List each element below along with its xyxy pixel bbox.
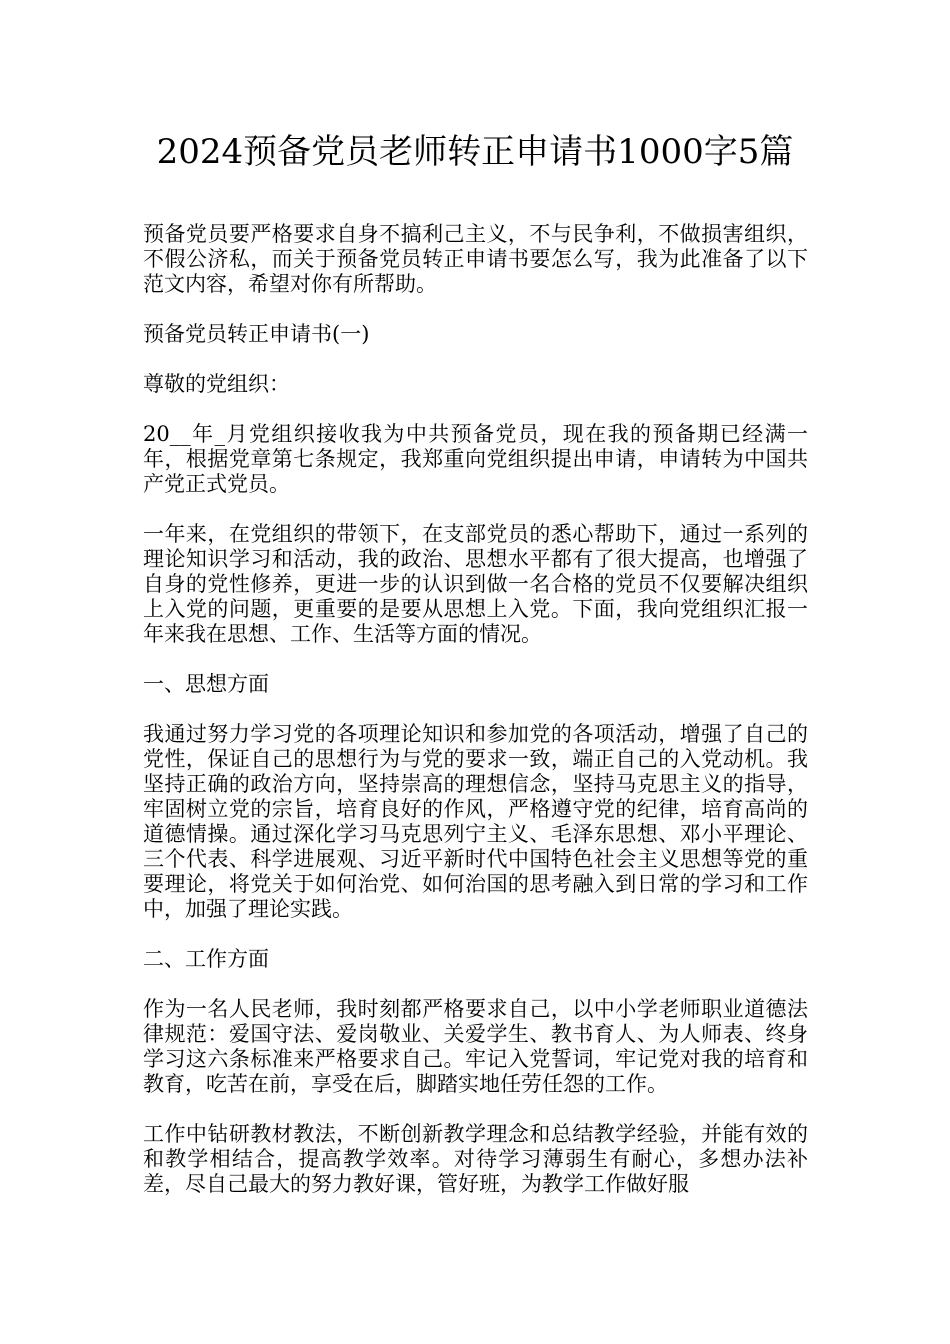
document-body	[143, 222, 808, 1222]
section-heading-thought: 一、思想方面	[143, 672, 269, 696]
body-paragraph: 作为一名人民老师，我时刻都严格要求自己，以中小学老师职业道德法律规范：爱国守法、爱岗敬业、关爱学生、教书育人、为人师表、终身学习这六条标准来严格要求自己。牢记入党誓词，牢记党对我的培育和教育，吃苦在前，享受在后，脚踏实地任劳任怨的工作。	[143, 997, 808, 1096]
body-paragraph: 我通过努力学习党的各项理论知识和参加党的各项活动，增强了自己的党性，保证自己的思想行为与党的要求一致，端正自己的入党动机。我坚持正确的政治方向，坚持崇高的理想信念，坚持马克思主义的指导，牢固树立党的宗旨，培育良好的作风，严格遵守党的纪律，培育高尚的道德情操。通过深化学习马克思列宁主义、毛泽东思想、邓小平理论、三个代表、科学进展观、习近平新时代中国特色社会主义思想等党的重要理论，将党关于如何治党、如何治国的思考融入到日常的学习和工作中，加强了理论实践。	[143, 722, 808, 921]
body-paragraph: 一年来，在党组织的带领下，在支部党员的悉心帮助下，通过一系列的理论知识学习和活动，我的政治、思想水平都有了很大提高，也增强了自身的党性修养，更进一步的认识到做一名合格的党员不仅要解决组织上入党的问题，更重要的是要从思想上入党。下面，我向党组织汇报一年来我在思想、工作、生活等方面的情况。	[143, 522, 808, 646]
section-heading-work: 二、工作方面	[143, 947, 269, 971]
body-paragraph: 工作中钻研教材教法，不断创新教学理念和总结教学经验，并能有效的和教学相结合，提高教学效率。对待学习薄弱生有耐心，多想办法补差，尽自己最大的努力教好课，管好班，为教学工作做好服	[143, 1122, 808, 1196]
document-title: 2024预备党员老师转正申请书1000字5篇	[156, 132, 794, 172]
intro-paragraph: 预备党员要严格要求自身不搞利己主义，不与民争利，不做损害组织，不假公济私，而关于预备党员转正申请书要怎么写，我为此准备了以下范文内容，希望对你有所帮助。	[143, 222, 808, 296]
body-paragraph: 20__年_月党组织接收我为中共预备党员，现在我的预备期已经满一年，根据党章第七条规定，我郑重向党组织提出申请，申请转为中国共产党正式党员。	[143, 422, 808, 496]
section-heading-sample-one: 预备党员转正申请书(一)	[143, 322, 370, 346]
salutation: 尊敬的党组织：	[143, 372, 290, 396]
